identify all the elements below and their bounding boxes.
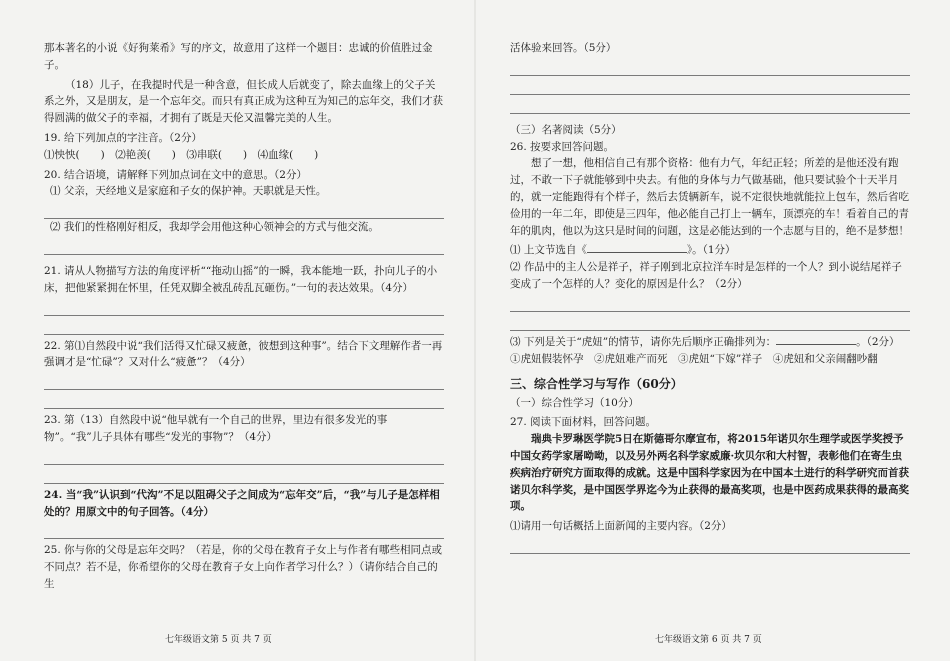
answer-line[interactable] xyxy=(44,202,444,219)
question-26-1-text: ⑴ 上文节选自《 xyxy=(510,244,587,257)
answer-line[interactable] xyxy=(44,392,444,409)
question-27-1: ⑴请用一句话概括上面新闻的主要内容。（2分） xyxy=(510,520,732,533)
answer-line[interactable] xyxy=(44,448,444,465)
answer-line[interactable] xyxy=(510,59,910,76)
answer-line[interactable] xyxy=(44,318,444,335)
question-24: 24. 当“我”认识到“代沟”不足以阻碍父子之间成为“忘年交”后，“我”与儿子是怎样相处的？用原文中的句子回答。（4分） xyxy=(44,488,440,518)
answer-line[interactable] xyxy=(44,238,444,255)
question-26: 26. 按要求回答问题。 xyxy=(510,140,615,153)
question-20: 20. 结合语境，请解释下列加点词在文中的意思。（2分） xyxy=(44,168,307,181)
answer-line[interactable] xyxy=(510,314,910,331)
question-26-3-text: ⑶ 下列是关于“虎妞”的情节，请你先后顺序正确排列为： xyxy=(510,335,777,348)
answer-line[interactable] xyxy=(44,299,444,316)
answer-line[interactable] xyxy=(44,467,444,484)
intro-text: 那本著名的小说《好狗莱希》写的序文，故意用了这样一个题目：忠诚的价值胜过金子。 xyxy=(44,42,433,71)
question-19: 19. 给下列加点的字注音。（2分） xyxy=(44,131,202,144)
question-21: 21. 请从人物描写方法的角度评析““拖动山摇”的一瞬，我本能地一跃，扑向儿子的小床，把他紧紧拥在怀里，任凭双脚全被乱砖乱瓦砸伤。”一句的表达效果。（4分） xyxy=(44,264,438,294)
question-26-3-options: ①虎妞假装怀孕 ②虎妞难产而死 ③虎妞“下嫁”祥子 ④虎妞和父亲闹翻吵翻 xyxy=(510,352,878,365)
page-number-left: 七年级语文第 5 页 共 7 页 xyxy=(165,635,272,645)
question-26-1 xyxy=(510,242,910,259)
section-3a-title: （一）综合性学习（10分） xyxy=(510,396,639,409)
paragraph-18: （18）儿子，在我提时代是一种含意，但长成人后就变了，除去血缘上的父子关系之外，又是朋友，是一个忘年交。而只有真正成为这种互为知己的忘年交，我们才获得圆满的做父子的幸福，才拥有了既是天伦又温馨完美的人生。 xyxy=(44,78,443,125)
answer-line[interactable] xyxy=(44,522,444,539)
section-classic-reading: （三）名著阅读（5分） xyxy=(510,123,622,136)
section-3-title: 三、综合性学习与写作（60分） xyxy=(510,377,683,392)
question-19-options: ⑴怏怏( ) ⑵艳羡( ) ⑶串联( ) ⑷血缘( ) xyxy=(44,148,319,161)
question-26-1-end: 》。（1分） xyxy=(686,244,736,257)
question-25-continued: 活体验来回答。（5分） xyxy=(510,42,617,54)
answer-line[interactable] xyxy=(510,537,910,554)
question-20-2: ⑵ 我们的性格刚好相反，我却学会用他这种心领神会的方式与他交流。 xyxy=(50,221,379,234)
page-number-right: 七年级语文第 6 页 共 7 页 xyxy=(655,635,762,645)
question-20-1: ⑴ 父亲，天经地义是家庭和子女的保护神。天职就是天性。 xyxy=(50,185,327,198)
page-right xyxy=(510,40,910,554)
page-left xyxy=(44,40,444,593)
question-26-2: ⑵ 作品中的主人公是祥子，祥子刚到北京拉洋车时是怎样的一个人？到小说结尾祥子变成了一个怎样的人？变化的原因是什么？（2分） xyxy=(510,261,902,290)
reading-passage: 想了一想，他相信自己有那个资格：他有力气，年纪正轻；所差的是他还没有跑过，不敢一下子就能够到中央去。有他的身体与力气做基础，他只要试验个十天半月的，就一定能跑得有个样子，然后去赁辆新车，说不定很快地就能拉上包车，然后省吃俭用的一年二年，即使是三四年，他必能自己打上一辆车，顶漂亮的车！看着自己的青年的肌肉，他以为这只是时间的问题，这是必能达到的一个志愿与目的，绝不是梦想！ xyxy=(510,157,909,237)
question-26-3-end: 。（2分） xyxy=(856,335,900,348)
news-passage: 瑞典卡罗琳医学院5日在斯德哥尔摩宣布，将2015年诺贝尔生理学或医学奖授予中国女药学家屠呦呦，以及另外两名科学家威廉·坎贝尔和大村智，表彰他们在寄生虫疾病治疗研究方面取得的成就。这是中国科学家因为在中国本土进行的科学研究而首获诺贝尔科学奖，是中国医学界迄今为止获得的最高奖项，也是中医药成果获得的最高奖项。 xyxy=(510,433,909,513)
question-26-3 xyxy=(510,334,910,351)
answer-line[interactable] xyxy=(44,373,444,390)
fill-blank[interactable] xyxy=(587,242,687,253)
question-23: 23. 第（13）自然段中说“他早就有一个自己的世界，里边有很多发光的事物”。“我”儿子具体有哪些“发光的事物”？（4分） xyxy=(44,414,388,443)
question-27: 27. 阅读下面材料，回答问题。 xyxy=(510,416,657,429)
fill-blank[interactable] xyxy=(776,334,856,345)
answer-line[interactable] xyxy=(510,295,910,312)
question-25: 25. 你与你的父母是忘年交吗？（若是，你的父母在教育子女上与作者有哪些相同点或不同点？若不是，你希望你的父母在教育子女上向作者学习什么？）（请你结合自己的生 xyxy=(44,544,443,590)
answer-line[interactable] xyxy=(510,78,910,95)
answer-line[interactable] xyxy=(510,97,910,114)
question-22: 22. 第⑴自然段中说“我们活得又忙碌又疲惫，彼想到这种事”。结合下文理解作者一再强调才是“忙碌”？又对什么“疲惫”？（4分） xyxy=(44,339,443,369)
page-fold xyxy=(474,0,476,661)
